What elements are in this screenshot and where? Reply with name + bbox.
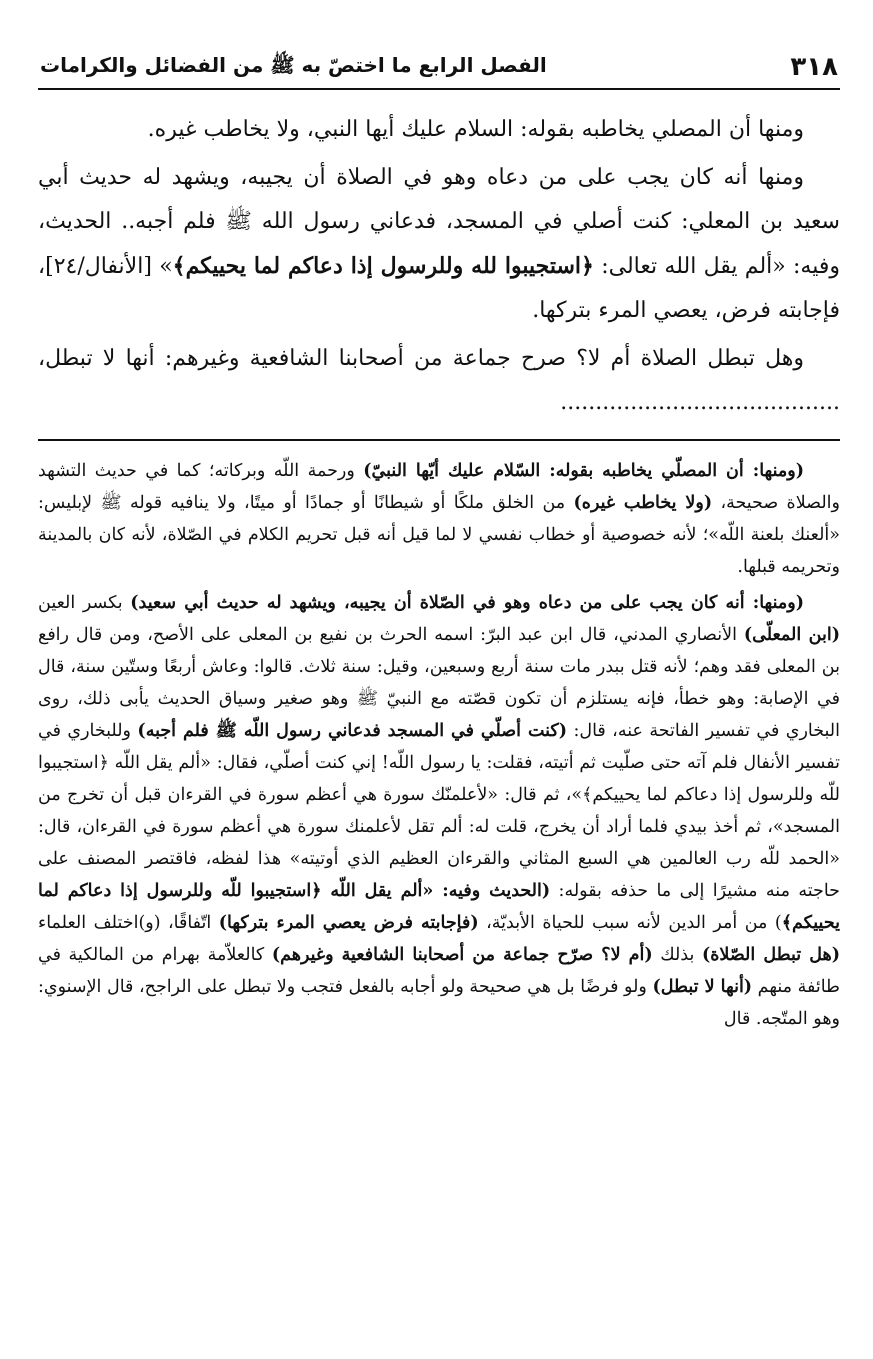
commentary-text-3: من الخلق ملكًا أو شيطانًا أو جمادًا أو ميتًا، ولا ينافيه قوله ﷺ لإبليس: «ألعنك بلعنة اللّه»؛ لأنه خصوصية أو خطاب نفسي لا لما قيل أنه قبل تحريم الكلام في الصّلاة، لأنه كان بالمدينة وتحريمه قبلها. xyxy=(38,493,840,577)
quran-verse: ﴿استجيبوا لله وللرسول إذا دعاكم لما يحييكم﴾ xyxy=(172,253,594,279)
commentary-text-11: بذلك xyxy=(652,945,702,965)
commentary-quote-0: (ومنها: أن المصلّي يخاطبه بقوله: السّلام عليك أيّها النبيّ) xyxy=(363,461,804,481)
commentary-quote-0: (ومنها: أنه كان يجب على من دعاه وهو في الصّلاة أن يجيبه، ويشهد له حديث أبي سعيد) xyxy=(130,593,804,613)
commentary-text-3: الأنصاري المدني، قال ابن عبد البرّ: اسمه الحرث بن نفيع بن المعلى على الأصح، ومن قال رافع بن المعلى فقد وهم؛ لأنه قتل ببدر مات سنة أربع وسبعين، وقيل: سنة ثلاث. قالوا: وعاش أربعًا وستّين سنة، قال في الإصابة: وهو خطأ، فإنه يستلزم أن تكون قصّته مع النبيّ ﷺ وهو صغير وسياق الحديث يأبى ذلك، روى البخاري في تفسير الفاتحة عنه، قال: xyxy=(38,625,840,741)
commentary-paragraph-2 xyxy=(38,587,840,1035)
commentary-quote-8: (فإجابته فرض يعصي المرء بتركها) xyxy=(218,913,479,933)
commentary-quote-6: (الحديث وفيه: «ألم يقل اللّه ﴿استجيبوا للّه وللرسول إذا دعاكم لما يحييكم﴾ xyxy=(38,881,840,933)
commentary-text-13: كالعلاّمة بهرام من المالكية في طائفة منهم xyxy=(38,945,840,997)
page-number: ٣١٨ xyxy=(790,52,838,82)
commentary-quote-2: (ابن المعلّى) xyxy=(743,625,840,645)
commentary xyxy=(38,455,840,1035)
running-title: الفصل الرابع ما اختصّ به ﷺ من الفضائل والكرامات xyxy=(40,53,547,77)
commentary-quote-2: (ولا يخاطب غيره) xyxy=(573,493,713,513)
commentary-paragraph-1 xyxy=(38,455,840,583)
footnote-divider xyxy=(38,439,840,441)
commentary-text-1: بكسر العين xyxy=(38,593,131,613)
commentary-quote-14: (أنها لا تبطل) xyxy=(652,977,753,997)
commentary-text-5: وللبخاري في تفسير الأنفال فلم آته حتى صلّيت ثم أتيته، فقلت: يا رسول اللّه! إني كنت أصلّي، فقال: «ألم يقل اللّه ﴿استجيبوا للّه وللرسول إذا دعاكم لما يحييكم﴾»، ثم قال: «لأعلمنّك سورة هي أعظم سورة في القرءان قبل أن تخرج من المسجد»، ثم أخذ بيدي فلما أراد أن يخرج، قلت له: ألم تقل لأعلمنك سورة هي أعظم سورة في القرءان، قال: «الحمد للّه رب العالمين هي السبع المثاني والقرءان العظيم الذي أوتيته» هذا لفظه، فاقتصر المصنف على حاجته منه مشيرًا إلى ما حذفه بقوله: xyxy=(38,721,840,901)
commentary-quote-10: (هل تبطل الصّلاة) xyxy=(701,945,841,965)
commentary-quote-4: (كنت أصلّي في المسجد فدعاني رسول اللّه ﷺ فلم أجبه) xyxy=(137,721,568,741)
main-paragraph-2-text: ومنها أنه كان يجب على من دعاه وهو في الصلاة أن يجيبه، ويشهد له حديث أبي سعيد بن المعلي: كنت أصلي في المسجد، فدعاني رسول الله ﷺ فلم أجبه.. الحديث، وفيه: «ألم يقل الله تعالى: xyxy=(38,165,840,279)
main-text xyxy=(38,108,840,425)
commentary-text-7: ) من أمر الدين لأنه سبب للحياة الأبديّة، xyxy=(478,913,782,933)
page-header xyxy=(38,40,840,90)
commentary-text-9: اتّفاقًا، (و)اختلف العلماء xyxy=(38,913,219,933)
main-paragraph-2 xyxy=(38,156,840,333)
commentary-quote-12: (أم لا؟ صرّح جماعة من أصحابنا الشافعية وغيرهم) xyxy=(271,945,653,965)
book-page xyxy=(38,40,840,1340)
main-paragraph-1: ومنها أن المصلي يخاطبه بقوله: السلام عليك أيها النبي، ولا يخاطب غيره. xyxy=(147,117,804,142)
commentary-text-15: ولو فرضًا بل هي صحيحة ولو أجابه بالفعل فتجب ولا تبطل على الراجح، قال الإسنوي: وهو المتّجه. قال xyxy=(38,977,840,1029)
commentary-text-1: ورحمة اللّه وبركاته؛ كما في حديث التشهد والصلاة صحيحة، xyxy=(38,461,840,513)
main-paragraph-2-ref: » [الأنفال/٢٤]، فإجابته فرض، يعصي المرء بتركها. xyxy=(38,254,840,323)
main-paragraph-3: وهل تبطل الصلاة أم لا؟ صرح جماعة من أصحابنا الشافعية وغيرهم: أنها لا تبطل، ........................................ xyxy=(38,346,840,415)
